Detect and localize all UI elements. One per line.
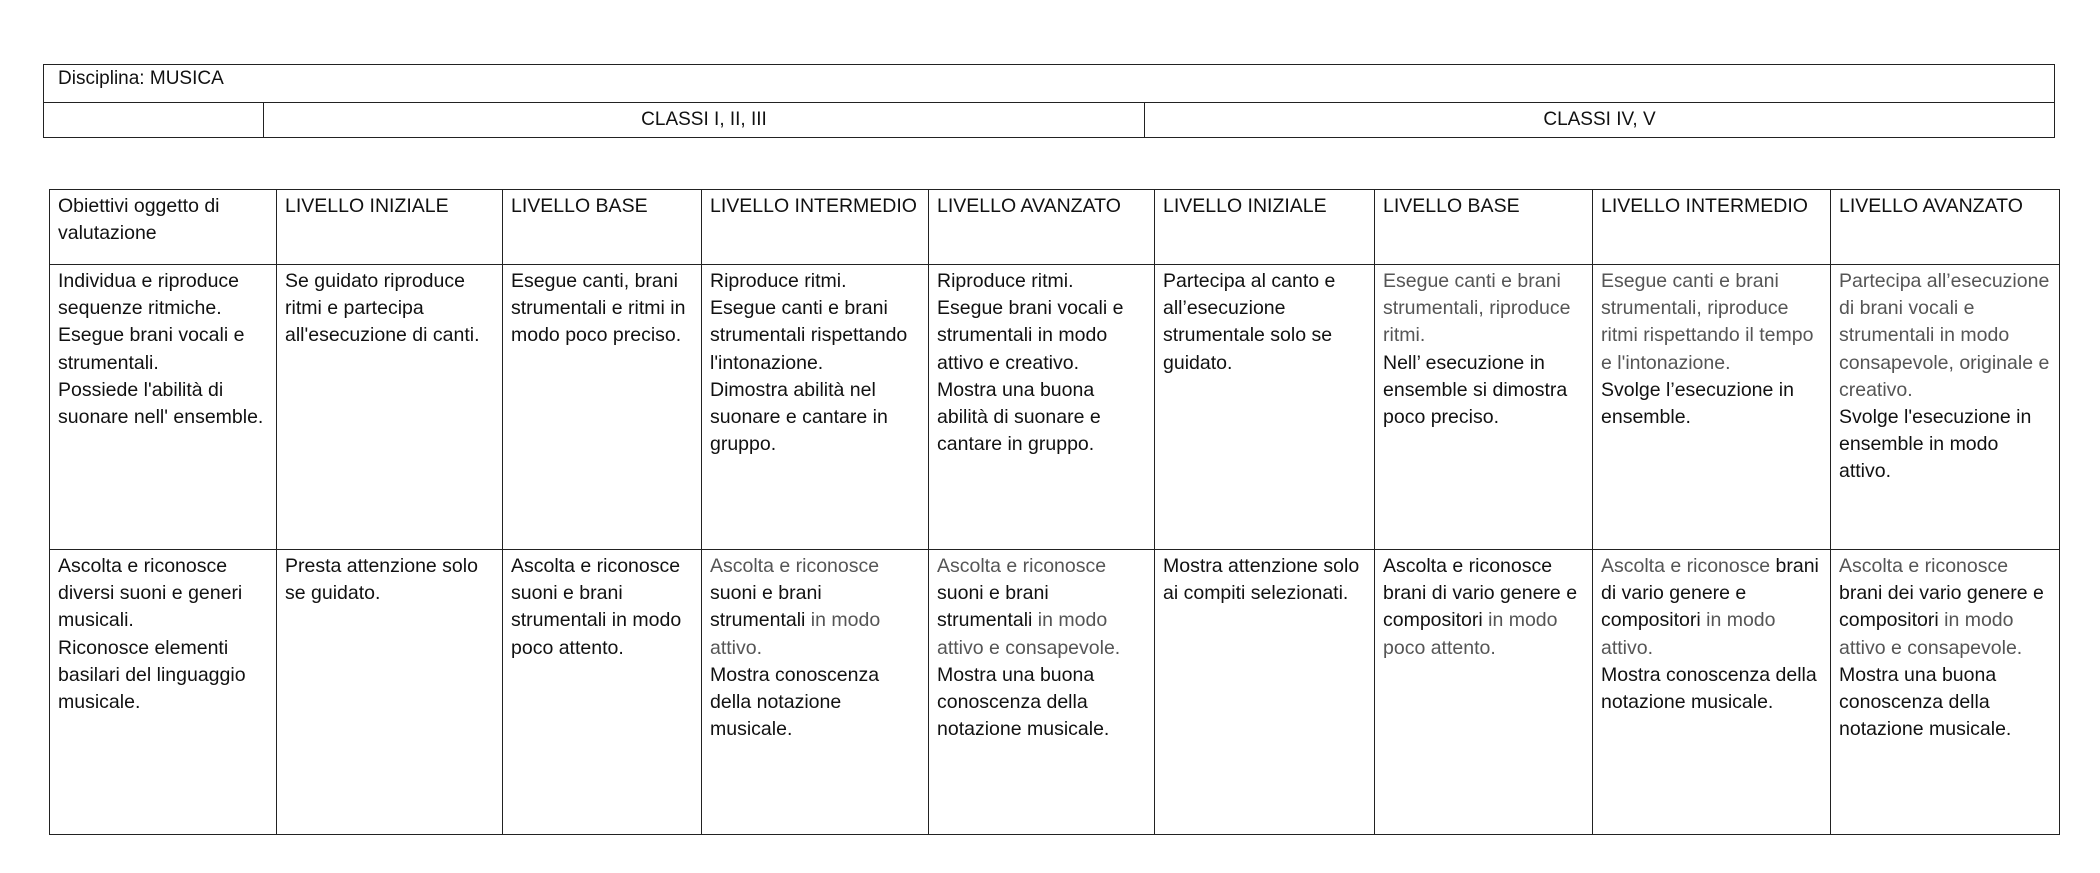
level-cell bbox=[1593, 265, 1831, 550]
level-text: Ascolta e riconosce bbox=[1601, 555, 1771, 577]
discipline-header-table bbox=[43, 64, 2055, 138]
empty-cell bbox=[44, 103, 264, 138]
column-header-base-2: LIVELLO BASE bbox=[1375, 190, 1593, 265]
level-text: in modo attivo e consapevole. bbox=[937, 609, 1121, 659]
column-header-base-1: LIVELLO BASE bbox=[503, 190, 702, 265]
level-text: Ascolta e riconosce bbox=[1839, 555, 2009, 577]
level-text: brani dei vario genere e compositori bbox=[1839, 582, 2044, 632]
evaluation-rubric-table bbox=[49, 189, 2060, 835]
column-header-avanzato-1: LIVELLO AVANZATO bbox=[929, 190, 1155, 265]
level-text: Partecipa all’esecuzione di brani vocali e strumentali in modo consapevole, originale e creativo. bbox=[1839, 270, 2050, 401]
level-text: in modo attivo. bbox=[710, 609, 881, 659]
level-text: Svolge l'esecuzione in ensemble in modo attivo. bbox=[1839, 406, 2032, 483]
column-header-iniziale-1: LIVELLO INIZIALE bbox=[277, 190, 503, 265]
level-cell bbox=[1831, 265, 2060, 550]
level-text: Svolge l’esecuzione in ensemble. bbox=[1601, 378, 1794, 429]
level-cell: Mostra attenzione solo ai compiti selezionati. bbox=[1155, 550, 1375, 835]
level-cell bbox=[1593, 550, 1831, 835]
table-row bbox=[50, 265, 2060, 550]
objective-cell: Individua e riproduce sequenze ritmiche. Esegue brani vocali e strumentali. Possiede l'abilità di suonare nell' ensemble. bbox=[50, 265, 277, 550]
level-cell bbox=[702, 550, 929, 835]
level-text: Mostra conoscenza della notazione musicale. bbox=[710, 663, 880, 741]
level-cell bbox=[1375, 550, 1593, 835]
column-header-intermedio-2: LIVELLO INTERMEDIO bbox=[1593, 190, 1831, 265]
level-text: Mostra una buona conoscenza della notazione musicale. bbox=[937, 663, 1110, 741]
class-group-row bbox=[44, 103, 2055, 138]
level-text: Esegue canti e brani strumentali, riproduce ritmi rispettando il tempo e l'intonazione. bbox=[1601, 270, 1814, 374]
level-text: Ascolta e riconosce bbox=[937, 555, 1107, 577]
level-cell: Riproduce ritmi. Esegue brani vocali e strumentali in modo attivo e creativo. Mostra una buona abilità di suonare e cantare in gruppo. bbox=[929, 265, 1155, 550]
level-text: Mostra conoscenza della notazione musicale. bbox=[1601, 663, 1817, 714]
level-cell: Se guidato riproduce ritmi e partecipa all'esecuzione di canti. bbox=[277, 265, 503, 550]
level-cell: Esegue canti, brani strumentali e ritmi in modo poco preciso. bbox=[503, 265, 702, 550]
level-cell bbox=[929, 550, 1155, 835]
level-text: in modo attivo. bbox=[1601, 609, 1776, 659]
column-header-iniziale-2: LIVELLO INIZIALE bbox=[1155, 190, 1375, 265]
level-text: brani di vario genere e compositori bbox=[1601, 555, 1819, 632]
level-text: suoni e brani strumentali bbox=[710, 582, 822, 632]
level-cell: Presta attenzione solo se guidato. bbox=[277, 550, 503, 835]
level-text: Ascolta e riconosce bbox=[710, 555, 880, 577]
level-cell: Ascolta e riconosce suoni e brani strumentali in modo poco attento. bbox=[503, 550, 702, 835]
column-header-intermedio-1: LIVELLO INTERMEDIO bbox=[702, 190, 929, 265]
level-text: Ascolta e riconosce brani di vario genere e compositori bbox=[1383, 555, 1578, 632]
table-row bbox=[50, 550, 2060, 835]
level-text: Mostra una buona conoscenza della notazione musicale. bbox=[1839, 663, 2012, 741]
class-group-4-5: CLASSI IV, V bbox=[1145, 103, 2055, 138]
objective-cell: Ascolta e riconosce diversi suoni e generi musicali. Riconosce elementi basilari del linguaggio musicale. bbox=[50, 550, 277, 835]
level-text: in modo attivo e consapevole. bbox=[1839, 609, 2023, 659]
level-cell bbox=[1375, 265, 1593, 550]
column-header-objectives: Obiettivi oggetto di valutazione bbox=[50, 190, 277, 265]
column-header-avanzato-2: LIVELLO AVANZATO bbox=[1831, 190, 2060, 265]
discipline-title: Disciplina: MUSICA bbox=[44, 65, 2055, 103]
level-text: Esegue canti e brani strumentali, riproduce ritmi. bbox=[1383, 270, 1571, 347]
level-cell: Riproduce ritmi. Esegue canti e brani strumentali rispettando l'intonazione. Dimostra abilità nel suonare e cantare in gruppo. bbox=[702, 265, 929, 550]
level-text: Nell’ esecuzione in ensemble si dimostra poco preciso. bbox=[1383, 351, 1568, 429]
level-cell: Partecipa al canto e all’esecuzione strumentale solo se guidato. bbox=[1155, 265, 1375, 550]
level-text: suoni e brani strumentali bbox=[937, 582, 1049, 632]
discipline-row bbox=[44, 65, 2055, 103]
level-text: in modo poco attento. bbox=[1383, 609, 1558, 659]
header-row bbox=[50, 190, 2060, 265]
class-group-1-3: CLASSI I, II, III bbox=[264, 103, 1145, 138]
level-cell bbox=[1831, 550, 2060, 835]
